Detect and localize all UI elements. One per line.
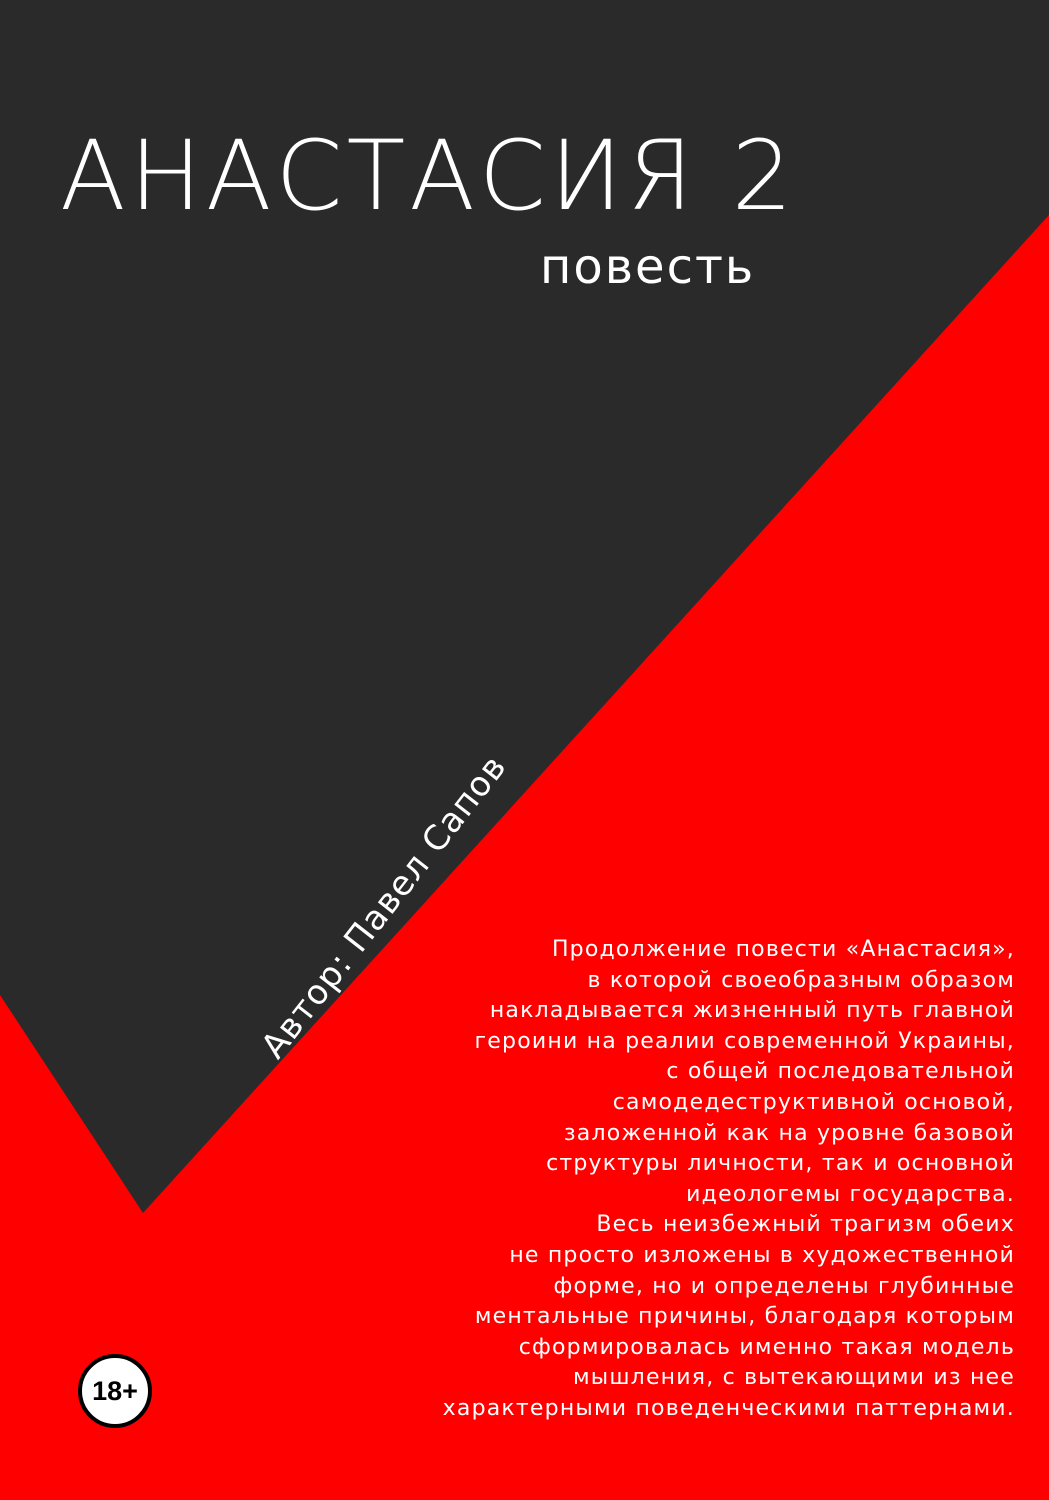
annotation-line: сформировалась именно такая модель xyxy=(518,1334,1015,1360)
annotation-line: с общей последовательной xyxy=(666,1059,1015,1085)
annotation-line: героини на реалии современной Украины, xyxy=(474,1028,1015,1054)
annotation-line: Продолжение повести «Анастасия», xyxy=(551,937,1015,962)
annotation-line: в которой своеобразным образом xyxy=(587,967,1015,993)
annotation-line: форме, но и определены глубинные xyxy=(553,1273,1015,1299)
age-rating-label: 18+ xyxy=(92,1375,138,1406)
annotation-line: характерными поведенческими паттернами. xyxy=(442,1395,1015,1421)
annotation-line: идеологемы государства. xyxy=(686,1181,1015,1207)
annotation-line: самодедеструктивной основой, xyxy=(612,1089,1015,1115)
book-annotation xyxy=(375,935,1015,1425)
annotation-line: ментальные причины, благодаря которым xyxy=(474,1304,1015,1330)
annotation-line: мышления, с вытекающими из нее xyxy=(572,1365,1015,1391)
age-rating-badge xyxy=(78,1354,152,1428)
annotation-line: не просто изложены в художественной xyxy=(509,1242,1015,1268)
annotation-line: структуры личности, так и основной xyxy=(546,1151,1015,1177)
annotation-line: Весь неизбежный трагизм обеих xyxy=(596,1212,1015,1238)
book-subtitle: повесть xyxy=(540,239,756,295)
annotation-line: накладывается жизненный путь главной xyxy=(489,998,1015,1024)
annotation-line: заложенной как на уровне базовой xyxy=(563,1120,1015,1146)
book-author: Автор: Павел Сапов xyxy=(253,747,515,1067)
book-title: АНАСТАСИЯ 2 xyxy=(60,120,797,232)
